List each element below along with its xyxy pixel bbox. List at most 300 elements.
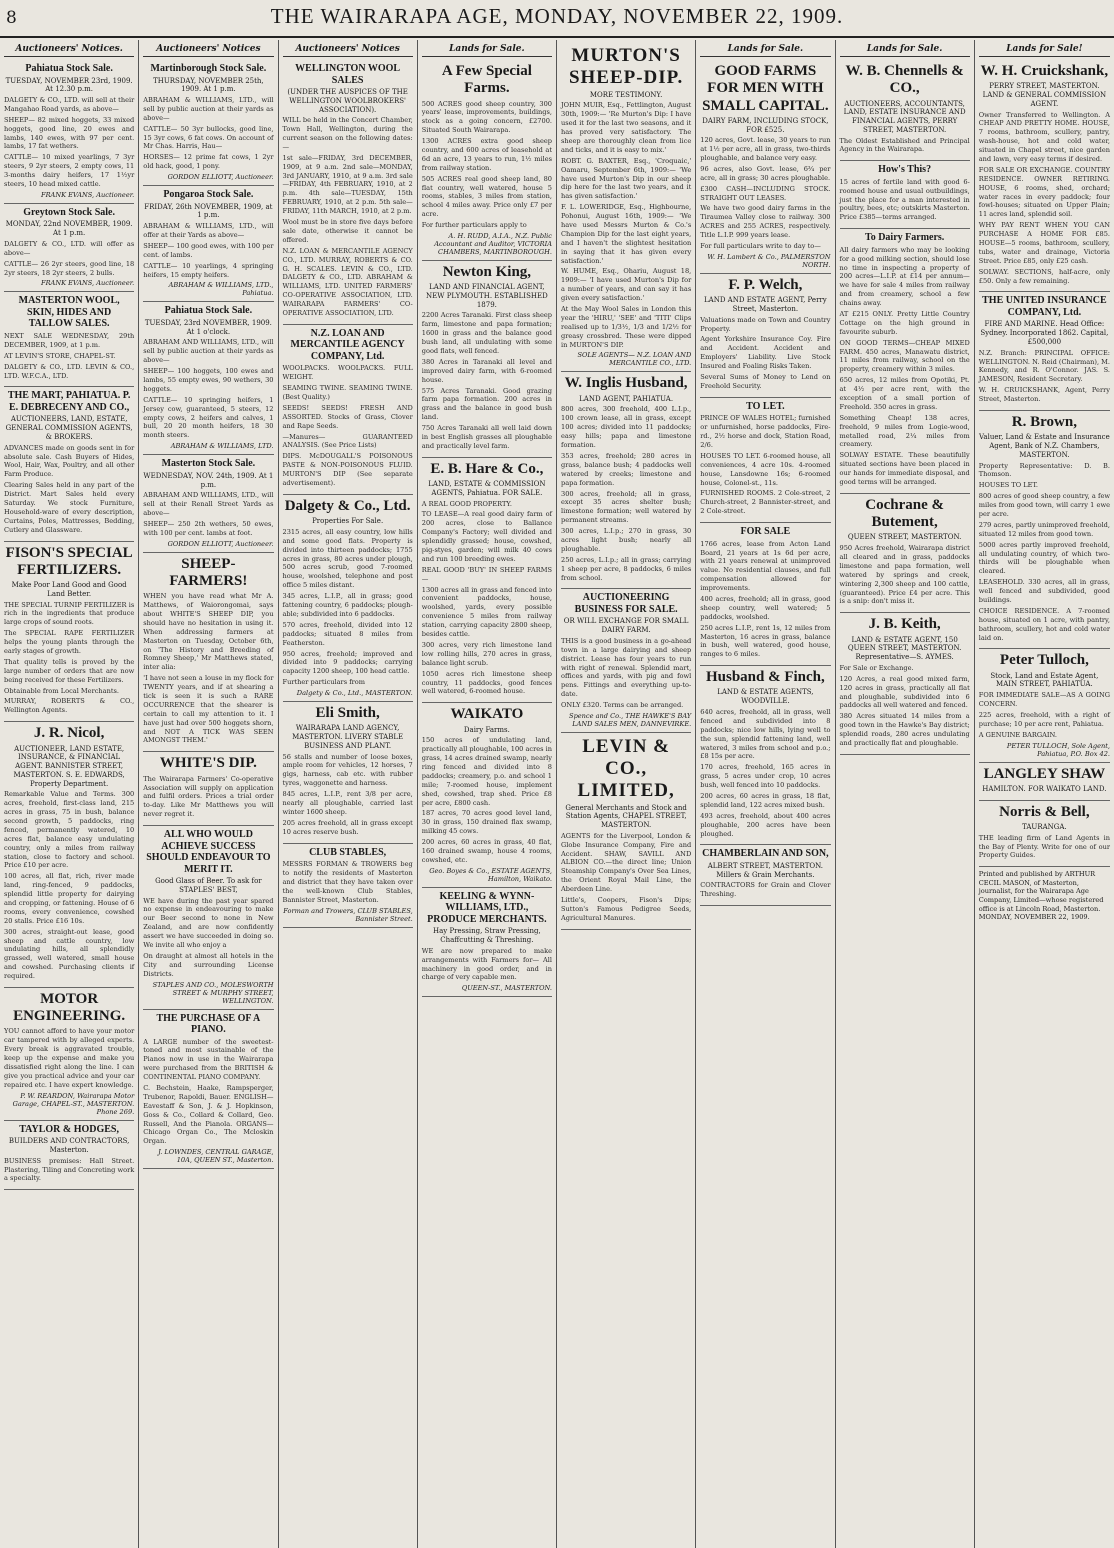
ad-title: Pahiatua Stock Sale.	[164, 305, 253, 317]
ad-subtitle: (UNDER THE AUSPICES OF THE WELLINGTON WOOLBROKERS' ASSOCIATION).	[287, 88, 408, 114]
advertisement	[143, 302, 273, 455]
ad-body	[561, 637, 691, 710]
ad-paragraph: MESSRS FORMAN & TROWERS beg to notify the residents of Masterton and district that they have taken over the well-known Club Stables, Bannister Street, Masterton.	[282, 860, 413, 904]
ad-title: J. R. Nicol,	[33, 725, 105, 742]
masthead	[0, 0, 1114, 38]
ad-paragraph: The SPECIAL RAPE FERTILIZER helps the young plants through the early stages of growth.	[4, 629, 135, 656]
ad-paragraph: CATTLE— 10 springing heifers, 1 Jersey cow, guaranteed, 5 steers, 12 empty cows, 2 heifers and calves, 1 bull, 20 20 month heifers, 18 30 month steers.	[143, 395, 274, 440]
ad-body	[979, 691, 1110, 739]
ad-paragraph: —Manures— GUARANTEED ANALYSIS. (See Price Lists)	[282, 432, 413, 450]
ad-title: Masterton Stock Sale.	[161, 458, 256, 470]
ad-paragraph: 15 acres of fertile land with good 6-roomed house and usual outbuildings, just the place for a man interested in poultry, bees, etc; outskirts Masterton. Price £385—terms arranged.	[839, 177, 970, 222]
ad-body	[4, 601, 134, 716]
ad-title: Pahiatua Stock Sale.	[25, 63, 113, 74]
ad-title: WHITE'S DIP.	[159, 755, 257, 772]
ad-title: To Dairy Farmers.	[864, 232, 945, 244]
ad-paragraph: 845 acres, L.I.P., rent 3/8 per acre, nearly all ploughable, carried last winter 1600 sheep.	[282, 790, 413, 816]
ad-title: E. B. Hare & Co.,	[430, 460, 544, 477]
advertisement	[143, 553, 273, 753]
ad-subtitle: WAIRARAPA LAND AGENCY, MASTERTON. LIVERY STABLE BUSINESS AND PLANT.	[292, 724, 404, 750]
ad-body	[143, 338, 273, 440]
advertisement	[422, 888, 552, 998]
ad-paragraph: WE are now prepared to make arrangements with Farmers for— All machinery in good order, and in charge of very capable men.	[421, 946, 552, 982]
ad-subtitle: FIRE AND MARINE. Head Office: Sydney. Incorporated 1862. Capital, £500,000	[980, 320, 1109, 346]
ad-paragraph: For further particulars apply to	[421, 221, 527, 230]
ad-paragraph: WHEN you have read what Mr A. Matthews, of Waiorongomai, says about WHITE'S SHEEP DIP, you should have no hesitation in using it. When addressing farmers at Masterton on Tuesday, October 6th, on 'The History and Breeding of Romney Sheep,' Mr Matthews stated, inter alia:	[143, 592, 274, 672]
ad-paragraph: 2315 acres, all easy country, low hills and some good flats. Property is divided into thirteen paddocks; 1755 acres in grass, 80 acres under plough, 500 acres scrub, good 7-roomed house, woolshed, telephone and post office 5 miles distant.	[282, 527, 413, 590]
ad-title: LANGLEY SHAW	[983, 765, 1106, 782]
ad-body	[4, 240, 134, 278]
ad-paragraph: 'I have not seen a louse in my flock for TWENTY years, and if at shearing a tick is seen it is such a RARE OCCURRENCE that the shearer is certain to call my attention to it. I have just had over 500 hoggets shorn, and NOT A TICK WAS SEEN AMONGST THEM.'	[143, 674, 274, 745]
ad-body	[840, 137, 970, 155]
column-heading: Auctioneers' Notices	[143, 42, 273, 57]
advertisement	[700, 523, 830, 666]
ad-body	[979, 349, 1110, 404]
ad-title: W. Inglis Husband,	[564, 375, 688, 392]
ad-paragraph: SEAMING TWINE. SEAMING TWINE. (Best Quality.)	[282, 384, 413, 402]
ad-paragraph: For Sale or Exchange.	[839, 663, 914, 672]
advertisement	[4, 722, 134, 988]
column-heading: Auctioneers' Notices.	[4, 42, 134, 57]
ad-paragraph: WHY PAY RENT WHEN YOU CAN PURCHASE A HOME FOR £85. HOUSE—5 rooms, bathroom, scullery, tubs, water and drainage, Victoria Street. Price £85, only £25 cash.	[978, 221, 1110, 265]
ad-paragraph: 1st sale—FRIDAY, 3rd DECEMBER, 1909, at 9 a.m. 2nd sale—MONDAY, 3rd JANUARY, 1910, at 9 a.m. 3rd sale—FRIDAY, 4th FEBRUARY, 1910, at 2 p.m. 4th sale—TUESDAY, 15th FEBRUARY, 1910, at 2 p.m. 5th sale—FRIDAY, 11th MARCH, 1910, at 2 p.m.	[282, 153, 413, 216]
ad-body	[143, 897, 273, 979]
advertisement	[283, 495, 413, 702]
ad-paragraph: Several Sums of Money to Lend on Freehold Security.	[700, 373, 831, 390]
ad-paragraph: CATTLE— 10 yearlings, 4 springing heifers, 15 empty heifers.	[143, 261, 274, 279]
ad-signature: Forman and Trowers, CLUB STABLES, Bannister Street.	[283, 906, 413, 923]
ad-paragraph: 300 acres, very rich limestone land low rolling hills, 270 acres in grass, balance light scrub.	[421, 640, 552, 667]
ad-body	[561, 101, 691, 349]
ad-title: THE MART, PAHIATUA. P. E. DEBRECENY AND CO.,	[7, 390, 131, 413]
advertisement	[143, 186, 273, 302]
ad-title: MOTOR ENGINEERING.	[13, 990, 126, 1025]
ad-title: MASTERTON WOOL, SKIN, HIDES AND TALLOW SALES.	[18, 295, 120, 330]
ad-body	[283, 364, 413, 488]
ad-paragraph: PRINCE OF WALES HOTEL; furnished or unfurnished, horse paddocks, Fire-rd., 2½ horse and dock, Station Road, 2/6.	[700, 414, 831, 449]
ad-paragraph: A REAL GOOD PROPERTY.	[421, 499, 512, 508]
ad-title: Peter Tulloch,	[999, 652, 1089, 669]
ad-paragraph: Something Cheap! 138 acres, freehold, 9 miles from Logie-wood, metalled road, 2¼ miles from creamery.	[839, 413, 970, 449]
ad-paragraph: 200 acres, 60 acres in grass, 18 flat, splendid land, 122 acres mixed bush.	[700, 791, 831, 809]
ad-title: AUCTIONEERING BUSINESS FOR SALE.	[574, 592, 678, 615]
ad-signature: Geo. Boyes & Co., ESTATE AGENTS, Hamilton, Waikato.	[429, 866, 552, 883]
ad-paragraph: N.Z. LOAN & MERCANTILE AGENCY CO., LTD. MURRAY, ROBERTS & CO. G. H. SCALES. LEVIN & CO., LTD. DALGETY & CO., LTD. ABRAHAM & WILLIAMS, LTD. UNITED FARMERS' CO-OPERATIVE ASSOCIATION, LTD. WAIRARAPA FARMERS' CO-OPERATIVE ASSOCIATION, LTD.	[282, 246, 413, 317]
ad-title: Dalgety & Co., Ltd.	[284, 497, 411, 514]
ad-signature: A. H. RUDD, A.I.A., N.Z. Public Accountant and Auditor, VICTORIA CHAMBERS, MARTINBOROUGH.	[434, 231, 552, 256]
advertisement	[561, 42, 691, 372]
ad-paragraph: ONLY £320. Terms can be arranged.	[561, 701, 684, 710]
advertisement	[700, 398, 830, 523]
ad-paragraph: 300 acres, freehold; all in grass, except 35 acres shelter bush; limestone formation; well watered by permanent streams.	[561, 489, 692, 525]
ad-title: KEELING & WYNN-WILLIAMS, LTD., PRODUCE MERCHANTS.	[427, 890, 547, 925]
ad-paragraph: AT £215 ONLY. Pretty Little Country Cottage on the high ground in favourite suburb.	[839, 309, 970, 336]
advertisement	[4, 60, 134, 204]
ad-body	[422, 500, 552, 697]
ad-paragraph: HOUSES TO LET. 6-roomed house, all conveniences, 4 acre 10s. 4-roomed house, Lansdowne 16s; 6-roomed house, Colonel-st., 11s.	[700, 451, 831, 487]
ad-subtitle: MONDAY, 22nd NOVEMBER, 1909. At 1 p.m.	[5, 220, 133, 238]
ad-signature: GORDON ELLIOTT, Auctioneer.	[167, 539, 274, 548]
advertisement	[4, 387, 134, 541]
ad-paragraph: CATTLE— 10 mixed yearlings, 7 3yr steers, 9 2yr steers, 2 empty cows, 11 3-months dairy heifers, 17 1½yr steers, 10 head mixed cattle.	[4, 153, 135, 189]
ad-paragraph: 570 acres, freehold, divided into 12 paddocks; situated 8 miles from Featherston.	[282, 620, 413, 647]
ad-paragraph: 1300 ACRES extra good sheep country, and 600 acres of leasehold at 6d an acre, 13 years to run, 1½ miles from railway station.	[421, 137, 552, 172]
ad-body	[700, 414, 830, 516]
column-heading: Lands for Sale.	[700, 42, 830, 57]
advertisement	[979, 763, 1110, 801]
ad-paragraph: SOLWAY ESTATE. These beautifully situated sections have been placed in our hands for immediate disposal, and good terms will be arranged.	[839, 451, 970, 486]
ad-body	[700, 708, 830, 838]
ad-title: CHAMBERLAIN AND SON,	[702, 848, 829, 860]
ad-paragraph: Property Representative: D. B. Thomson.	[978, 461, 1110, 479]
ad-paragraph: 2200 Acres Taranaki. First class sheep farm, limestone and papa formation; 1600 in grass and the balance good bush land, all undulating with some good flats, well fenced.	[421, 311, 552, 356]
ad-paragraph: THE leading firm of Land Agents in the Bay of Plenty. Write for one of our Property Guides.	[978, 833, 1110, 860]
ad-paragraph: Owner Transferred to Wellington. A CHEAP AND PRETTY HOME. HOUSE, 7 rooms, bathroom, scullery, pantry, wash-house, hot and cold water, situated in Chapel street, nice garden and lawn, very easy terms if desired.	[978, 110, 1110, 163]
ad-paragraph: DALGETY & CO., LTD. will offer as above—	[4, 239, 135, 257]
column-heading: Lands for Sale.	[840, 42, 970, 57]
ad-body	[422, 311, 552, 450]
ad-title: Husband & Finch,	[705, 669, 825, 686]
ad-title: FISON'S SPECIAL FERTILIZERS.	[5, 544, 133, 578]
ad-paragraph: 380 Acres in Taranaki all level and improved dairy farm, with 6-roomed house.	[421, 357, 552, 384]
ad-paragraph: C. Bechstein, Haake, Rampsperger, Trubenor, Rapoldi, Bauer. ENGLISH— Eavestaff & Son, J. & J. Hopkinson, Goss & Co., Collard & Collard, Geo. Russell, And the Pianola. ORGANS— Chicago Organ Co., The Mcloskin Organ.	[143, 1084, 274, 1146]
ad-paragraph: WILL be held in the Concert Chamber, Town Hall, Wellington, during the current season on the following dates:—	[282, 116, 413, 151]
ad-paragraph: At the May Wool Sales in London this year the 'HIRU,' 'SEE' and 'TITI' Clips realised up to 1/3½, 1/3 and 1/2½ for greasy crossbred. These were dipped in MURTON'S DIP.	[561, 305, 692, 349]
ad-title: FOR SALE	[740, 526, 791, 538]
advertisement	[4, 542, 134, 723]
advertisement	[143, 455, 273, 552]
ad-body	[422, 100, 552, 230]
ad-paragraph: Remarkable Value and Terms. 300 acres, freehold, first-class land, 215 acres in grass, 75 in bush, balance second growth, 5 paddocks, ring fenced, permanently watered, 10 acres flat, balance easy undulating country, only a miles from railway station, close to factory and school. Price £10 per acre.	[4, 790, 135, 870]
ad-paragraph: CATTLE— 50 3yr bullocks, good line, 15 3yr cows, 6 fat cows. On account of Mr Chas. Harris, Hau—	[143, 124, 274, 151]
ad-subtitle: THURSDAY, NOVEMBER 25th, 1909. At 1 p.m.	[153, 76, 264, 94]
advertisement	[143, 1010, 273, 1170]
ad-paragraph: W. HUME, Esq., Ohariu, August 18, 1909:— 'I have used Murton's Dip for a number of years, and can say it has given every satisfaction.'	[561, 267, 692, 303]
ad-title: W. B. Chennells & CO.,	[845, 63, 964, 97]
ad-paragraph: Wool must be in store five days before sale date, otherwise it cannot be offered.	[282, 218, 413, 244]
ad-subtitle: General Merchants and Stock and Station Agents, CHAPEL STREET, MASTERTON.	[565, 803, 687, 830]
ad-title: W. H. Cruickshank,	[980, 63, 1109, 79]
ad-body	[4, 332, 134, 380]
ad-paragraph: YOU cannot afford to have your motor car tampered with by alleged experts. Every break is aggravated trouble, keep up the expense and make you dissatisfied right along the line. I can give you practical advice and your car repaired etc. I have expert knowledge.	[4, 1027, 135, 1089]
ad-paragraph: THE SPECIAL TURNIP FERTILIZER is rich in the ingredients that produce large crops of sound roots.	[4, 600, 135, 627]
ad-paragraph: SHEEP— 100 good ewes, with 100 per cent. of lambs.	[143, 241, 274, 259]
ad-paragraph: TO LEASE—A real good dairy farm of 200 acres, close to Ballance Company's Factory; well divided and splendidly grassed; house, cowshed, pig-styes, garden; will milk 40 cows and run 100 breeding ewes.	[421, 510, 552, 563]
ad-paragraph: THIS is a good business in a go-ahead town in a large dairying and sheep district. Lease has four years to run with right of renewal. Splendid mart, offices and yards, with pig and fowl pens. Fittings and everything up-to-date.	[561, 636, 692, 699]
ad-signature: FRANK EVANS, Auctioneer.	[41, 190, 135, 199]
advertisement	[422, 458, 552, 703]
ad-body	[4, 96, 134, 189]
ad-paragraph: JOHN MUIR, Esq., Fettlington, August 30th, 1909:— 'Re Murton's Dip: I have used it for the last two seasons, and it has proved very satisfactory. The sheep are thoroughly clean from lice and ticks, and it is easy to mix.'	[561, 101, 692, 154]
ad-body	[4, 444, 134, 535]
ad-subtitle: TUESDAY, 23rd NOVEMBER, 1909. At 1 o'clock.	[144, 318, 272, 336]
ad-subtitle: Stock, Land and Estate Agent, MAIN STREET, PAHIATUA.	[990, 671, 1099, 689]
ad-body	[283, 860, 413, 904]
advertisement	[283, 325, 413, 495]
ad-title: THE PURCHASE OF A PIANO.	[156, 1012, 261, 1036]
ad-body	[979, 111, 1110, 286]
ad-paragraph: All dairy farmers who may be looking for a good milking section, should lose no time in inspecting a property of 200 acres—L.I.P. at £14 per annum—we have for sale 4 miles from railway and from creamery, school a few chains away.	[839, 245, 970, 308]
advertisement	[4, 292, 134, 387]
ad-paragraph: DALGETY & CO., LTD. LEVIN & CO., LTD. W.F.C.A., LTD.	[4, 362, 135, 380]
ad-body	[143, 1038, 273, 1147]
ad-signature: SOLE AGENTS— N.Z. LOAN AND MERCANTILE CO., LTD.	[577, 351, 692, 368]
ad-body	[700, 316, 830, 391]
ad-body	[143, 592, 273, 745]
ad-paragraph: That quality tells is proved by the large number of orders that are now being received for these Fertilizers.	[4, 657, 135, 684]
ad-signature: P. W. REARDON, Wairarapa Motor Garage, CHAPEL-ST., MASTERTON. Phone 269.	[12, 1091, 135, 1116]
ad-subtitle: Good Glass of Beer. To ask for STAPLES' BEST,	[155, 877, 262, 894]
ad-title: J. B. Keith,	[868, 616, 941, 633]
ad-body	[700, 540, 830, 660]
ad-subtitle: DAIRY FARM, INCLUDING STOCK, FOR £525.	[702, 116, 829, 134]
ad-paragraph: For full particulars write to day to—	[700, 242, 821, 251]
ad-paragraph: AT LEVIN'S STORE, CHAPEL-ST.	[4, 351, 116, 360]
ad-paragraph: FOR SALE OR EXCHANGE. COUNTRY RESIDENCE. OWNER RETIRING. HOUSE, 6 rooms, shed, orchard; water races in every paddock; four fowl-houses; situated on Upper Plain; 11 acres land, splendid soil.	[978, 165, 1110, 219]
ad-paragraph: SHEEP— 82 mixed hoggets, 33 mixed hoggets, good line, 20 ewes and lambs, 140 ewes, with 97 per cent. lambs, 17 fat wethers.	[4, 115, 135, 151]
ad-title: Martinborough Stock Sale.	[150, 63, 267, 74]
ad-subtitle: HAMILTON. FOR WAIKATO LAND.	[982, 784, 1107, 793]
ad-paragraph: On draught at almost all hotels in the City and surrounding License Districts.	[143, 951, 274, 978]
ad-paragraph: 56 stalls and number of loose boxes, ample room for vehicles, 12 horses, 7 gigs, harness, cab etc. with rubber tyres, waggonette and harness.	[282, 752, 413, 788]
ad-title: F. P. Welch,	[728, 276, 803, 293]
column-heading: Lands for Sale.	[422, 42, 552, 57]
ad-paragraph: 400 acres, freehold; all in grass, good sheep country, well watered; 5 paddocks, woolshed.	[700, 594, 831, 621]
ad-body	[283, 528, 413, 687]
ad-paragraph: N.Z. Branch: PRINCIPAL OFFICE: WELLINGTON. N. Reid (Chairman), M. Kennedy, and R. O'Connor. JAS. S. JAMESON, Resident Secretary.	[978, 348, 1111, 384]
ad-title: Norris & Bell,	[999, 803, 1090, 820]
ad-signature: ABRAHAM & WILLIAMS, LTD.	[170, 442, 274, 451]
column-3	[279, 40, 418, 1548]
ad-paragraph: HOUSES TO LET.	[978, 481, 1039, 490]
advertisement	[4, 1121, 134, 1191]
ad-title: WAIKATO	[450, 706, 524, 723]
ad-body	[143, 491, 273, 537]
ad-body	[700, 136, 830, 251]
ad-subtitle: WEDNESDAY, NOV. 24th, 1909. At 1 p.m.	[143, 471, 274, 489]
ad-paragraph: W. H. CRUICKSHANK, Agent, Perry Street, Masterton.	[978, 386, 1110, 404]
ad-paragraph: 300 acres, straight-out lease, good sheep and cattle country, low undulating hills, all splendidly grassed, well watered, small house and cowshed. Purchasing clients if required.	[4, 927, 135, 981]
ad-paragraph: Agent Yorkshire Insurance Coy. Fire and Accident. Accident and Employers' Liability. Live Stock Insured and Foaling Risks Taken.	[700, 335, 831, 371]
ad-subtitle: AUCTIONEER, LAND ESTATE, INSURANCE, & FINANCIAL AGENT. BANNISTER STREET, MASTERTON. S. E. EDWARDS, Property Department.	[13, 744, 125, 788]
ad-subtitle: LAND AGENT, PAHIATUA.	[579, 394, 674, 403]
ad-paragraph: A GENUINE BARGAIN.	[978, 730, 1057, 739]
advertisement	[561, 372, 691, 589]
advertisement	[979, 649, 1110, 762]
ad-title: LEVIN & CO., LIMITED,	[577, 736, 675, 801]
ad-paragraph: 96 acres, also Govt. lease, 6¾ per acre, all in grass; 30 acres ploughable.	[700, 164, 831, 182]
ad-paragraph: AGENTS for the Liverpool, London & Globe Insurance Company, Fire and Accident. SHAW, SAVILL AND ALBION CO.—the direct line; Union Steamship Company's Over Sea Lines, the Orient Royal Mail Line, the Aberdeen Line.	[561, 831, 692, 894]
ad-paragraph: 345 acres, L.I.P., all in grass; good fattening country, 6 paddocks; plough-able; subdivided into 6 paddocks.	[282, 592, 413, 618]
ad-subtitle: Valuer, Land & Estate and Insurance Agent, Bank of N.Z. Chambers, MASTERTON.	[979, 433, 1110, 459]
column-heading: Lands for Sale!	[979, 42, 1110, 57]
ad-paragraph: 800 acres of good sheep country, a few miles from good town, will carry 1 ewe per acre.	[978, 492, 1110, 518]
ad-body	[561, 832, 691, 923]
advertisement	[840, 229, 970, 494]
ad-title: WELLINGTON WOOL SALES	[295, 63, 401, 86]
advertisement	[979, 801, 1110, 868]
ad-title: ALL WHO WOULD ACHIEVE SUCCESS SHOULD ENDEAVOUR TO MERIT IT.	[146, 829, 271, 875]
ad-paragraph: 279 acres, partly unimproved freehold, situated 12 miles from good town.	[978, 520, 1110, 538]
ad-signature: W. H. Lambert & Co., PALMERSTON NORTH.	[707, 252, 831, 269]
advertisement	[979, 60, 1110, 292]
advertisement	[143, 752, 273, 826]
advertisement	[283, 844, 413, 928]
ad-signature: GORDON ELLIOTT, Auctioneer.	[167, 173, 274, 182]
ad-body	[840, 544, 970, 606]
advertisement	[143, 826, 273, 1010]
ad-paragraph: 250 acres, L.I.p.; all in grass; carrying 1 sheep per acre, 8 paddocks, 6 miles from school.	[561, 555, 692, 582]
ad-paragraph: 750 Acres Taranaki all well laid down in best English grasses all ploughable and practically level farm.	[421, 424, 552, 450]
page-number: 8	[6, 8, 17, 28]
ad-paragraph: 493 acres, freehold, about 400 acres ploughable, 200 acres have been ploughed.	[700, 811, 831, 838]
ad-paragraph: Clearing Sales held in any part of the District. Mart Sales held every Saturday. We stock Furniture, Household-ware of every description, Curtains, Poles, Mattresses, Bedding, Cutlery and Glassware.	[4, 481, 135, 534]
advertisement	[840, 494, 970, 613]
ad-body	[840, 178, 970, 222]
ad-paragraph: 300 acres, L.I.p.; 270 in grass, 30 acres light bush; nearly all ploughable.	[561, 527, 692, 553]
ad-paragraph: LEASEHOLD. 330 acres, all in grass, well fenced and subdivided, good buildings.	[978, 578, 1110, 604]
ad-subtitle: TUESDAY, NOVEMBER 23rd, 1909. At 12.30 p.m.	[5, 76, 133, 94]
advertisement	[283, 60, 413, 325]
ad-body	[422, 736, 552, 864]
ad-title: Greytown Stock Sale.	[23, 206, 115, 218]
ad-signature: STAPLES AND CO., MOLESWORTH STREET & MURPHY STREET, WELLINGTON.	[152, 980, 274, 1005]
ad-paragraph: SHEEP— 250 2th wethers, 50 ewes, with 100 per cent. lambs at foot.	[143, 519, 274, 537]
advertisement	[422, 703, 552, 887]
advertisement	[979, 411, 1110, 649]
ad-paragraph: 5000 acres partly improved freehold, all undulating country, of which two-thirds will be ploughable when cleared.	[978, 540, 1110, 576]
ad-paragraph: 1050 acres rich limestone sheep country, 11 paddocks, good fences well watered, 6-roomed house.	[421, 669, 552, 696]
advertisement	[422, 60, 552, 261]
ad-body	[979, 462, 1110, 643]
advertisement	[979, 292, 1110, 411]
ad-paragraph: 1300 acres all in grass and fenced into convenient paddocks, house, woolshed, yards, every possible convenience 5 miles from railway station, carrying capacity 2800 sheep, besides cattle.	[421, 585, 552, 639]
ad-body	[561, 405, 691, 582]
ad-paragraph: 650 acres, 12 miles from Opotiki, Pt. at 4½ per acre rent, with the exception of a small portion of Freehold. 350 acres in grass.	[839, 376, 970, 411]
ad-title: A Few Special Farms.	[441, 63, 532, 97]
ad-paragraph: 120 acres, Govt. lease, 30 years to run at 1½ per acre, all in grass, two-thirds ploughable, and balance very easy.	[700, 136, 831, 163]
ad-paragraph: CHOICE RESIDENCE. A 7-roomed house, situated on 1 acre, with pantry, bathroom, scullery, hot and cold water laid on.	[978, 606, 1110, 642]
ad-subtitle: TAURANGA.	[1022, 822, 1067, 831]
ad-signature: PETER TULLOCH, Sole Agent, Pahiatua, P.O. Box 42.	[1006, 741, 1110, 758]
ad-paragraph: DALGETY & CO., LTD. will sell at their Mangahao Road yards, as above—	[4, 96, 135, 113]
ad-paragraph: 150 acres of undulating land, practically all ploughable, 100 acres in grass, 14 acres drained swamp, nearly ring fenced and divided into 8 paddocks; creamery, p.o. and school 1 mile; 7-roomed house, implement shed, cowshed, trap shed. Price £8 per acre, £800 cash.	[421, 736, 552, 807]
ad-paragraph: 353 acres, freehold; 280 acres in grass, balance bush; 4 paddocks well watered by creeks; limestone and papa formation.	[561, 451, 692, 487]
ad-paragraph: ON GOOD TERMS—CHEAP MIXED FARM. 450 acres, Manawatu district, 11 miles from railway, school on the property, creamery within 3 miles.	[839, 338, 970, 374]
ad-title: MURTON'S SHEEP-DIP.	[568, 45, 684, 88]
newspaper-columns	[0, 40, 1114, 1548]
ad-title: Eli Smith,	[315, 705, 380, 722]
column-8	[975, 40, 1114, 1548]
ad-title: Newton King,	[442, 263, 532, 280]
advertisement	[4, 204, 134, 293]
column-1	[0, 40, 139, 1548]
ad-title: N.Z. LOAN AND MERCANTILE AGENCY COMPANY, Ltd.	[290, 327, 405, 362]
ad-body	[840, 664, 970, 748]
ad-paragraph: DIPS. McDOUGALL'S POISONOUS PASTE & NON-POISONOUS FLUID. MURTON'S DIP (See separate advertisement).	[282, 452, 413, 488]
ad-title: THE UNITED INSURANCE COMPANY, Ltd.	[982, 295, 1107, 318]
ad-body	[143, 775, 273, 819]
ad-title: Cochrane & Butement,	[865, 496, 944, 531]
advertisement	[700, 666, 830, 845]
ad-paragraph: ROBT. G. BAXTER, Esq., 'Croquaic,' Oamaru, September 6th, 1909:— 'We have used Murton's Dip in our sheep dip here for the last two years, and it has given satisfaction.'	[561, 156, 692, 201]
ad-body	[979, 834, 1110, 861]
ad-paragraph: Valuations made on Town and Country Property.	[700, 315, 831, 333]
advertisement	[561, 733, 691, 930]
ad-subtitle: Hay Pressing, Straw Pressing, Chaffcutting & Threshing.	[433, 927, 541, 944]
column-2	[139, 40, 278, 1548]
ad-subtitle: MORE TESTIMONY.	[589, 90, 663, 99]
ad-title: TO LET.	[746, 400, 785, 412]
ad-paragraph: The Wairarapa Farmers' Co-operative Association will supply on application and fulfil orders. Prices a trial order to-day. Like Mr Matthews you will never regret it.	[143, 774, 274, 819]
ad-paragraph: ABRAHAM & WILLIAMS, LTD., will sell by public auction at their yards as above—	[143, 96, 274, 122]
ad-paragraph: 100 acres, all flat, rich, river made land, ring-fenced, 9 paddocks, splendid little property for dairying and cropping, or fattening. House of 6 rooms, every convenience, cowshed 20 stalls. Price £16 10s.	[4, 872, 135, 925]
ad-title: CLUB STABLES,	[309, 846, 387, 858]
ad-paragraph: SHEEP— 100 hoggets, 100 ewes and lambs, 55 empty ewes, 90 wethers, 30 hoggets.	[143, 367, 274, 393]
column-7	[836, 40, 975, 1548]
ad-body	[283, 116, 413, 318]
ad-paragraph: Little's, Coopers, Fison's Dips; Sutton's Famous Pedigree Seeds, Agricultural Manures.	[561, 896, 692, 922]
ad-paragraph: CONTRACTORS for Grain and Clover Threshing.	[700, 881, 831, 899]
ad-subtitle: LAND, ESTATE & COMMISSION AGENTS, Pahiatua. FOR SALE.	[428, 480, 546, 497]
ad-title: R. Brown,	[1011, 414, 1077, 431]
ad-paragraph: 200 acres, 60 acres in grass, 40 flat, 160 drained swamp, house 4 rooms, cowshed, etc.	[421, 838, 552, 864]
ad-paragraph: FOR IMMEDIATE SALE—AS A GOING CONCERN.	[978, 691, 1110, 709]
advertisement	[840, 613, 970, 755]
ad-paragraph: FURNISHED ROOMS. 2 Cole-street, 2 Church-street, 2 Bannister-street, and 2 Cole-street.	[700, 489, 831, 516]
ad-subtitle: OR WILL EXCHANGE FOR SMALL DAIRY FARM.	[563, 617, 689, 635]
ad-paragraph: The Oldest Established and Principal Agency in the Wairarapa.	[839, 136, 970, 154]
ad-subtitle: Make Poor Land Good and Good Land Better.	[11, 581, 127, 598]
ad-paragraph: 800 acres, 300 freehold, 400 L.I.p., 100 crown lease, all in grass, except 100 acres; divided into 11 paddocks; easy hills; papa and limestone formation.	[561, 405, 692, 450]
ad-paragraph: Obtainable from Local Merchants.	[4, 686, 119, 695]
ad-paragraph: ABRAHAM & WILLIAMS, LTD., will offer at their Yards as above—	[143, 222, 274, 240]
advertisement	[4, 988, 134, 1121]
ad-paragraph: ABRAHAM AND WILLIAMS, LTD., will sell at their Renall Street Yards as above—	[143, 491, 274, 518]
ad-body	[143, 222, 273, 279]
advertisement	[840, 161, 970, 229]
ad-body	[840, 246, 970, 487]
ad-paragraph: SEEDS! SEEDS! FRESH AND ASSORTED. Stocks of Grass, Clover and Rape Seeds.	[282, 403, 413, 430]
ad-paragraph: 225 acres, freehold, with a right of purchase; 10 per acre rent, Pahiatua.	[978, 710, 1110, 728]
ad-paragraph: 575 Acres Taranaki. Good grazing farm papa formation. 200 acres in grass and the balance in good bush land.	[421, 386, 552, 422]
ad-subtitle: AUCTIONEERS, LAND, ESTATE, GENERAL COMMISSION AGENTS, & BROKERS.	[5, 415, 133, 441]
ad-body	[700, 881, 830, 899]
ad-subtitle: LAND & ESTATE AGENT, 150 QUEEN STREET, MASTERTON. Representative—S. AYMES.	[847, 635, 962, 662]
ad-paragraph: We have two good dairy farms in the Tiraumea Valley close to railway. 300 ACRES and 255 ACRES, respectively. Title L.I.P. 999 years lease.	[700, 204, 831, 240]
ad-paragraph: 380 Acres situated 14 miles from a good town in the Hawke's Bay district; splendid roads, 280 acres undulating and practically flat and ploughable.	[839, 712, 970, 747]
ad-paragraph: 505 ACRES real good sheep land, 80 flat country, well watered, house 5 rooms, stables, 3 miles from station, school 4 miles away. Price only £7 per acre.	[421, 174, 552, 219]
ad-paragraph: 1766 acres, lease from Acton Land Board, 21 years at 1s 6d per acre, with 21 years renewal at unimproved value. No residential clauses, and full compensation allowed for improvements.	[700, 539, 831, 593]
advertisement	[561, 589, 691, 733]
column-5	[557, 40, 696, 1548]
column-6	[696, 40, 835, 1548]
ad-subtitle: Dairy Farms.	[463, 725, 510, 734]
ad-paragraph: NEXT SALE WEDNESDAY, 29th DECEMBER, 1909, at 1 p.m.	[4, 331, 135, 349]
advertisement	[422, 261, 552, 458]
ad-paragraph: BUSINESS premises: Hall Street. Plastering, Tiling and Concreting work a specialty.	[4, 1156, 135, 1183]
ad-paragraph: 170 acres, freehold, 165 acres in grass, 5 acres under crop, 10 acres bush, well fenced into 10 paddocks.	[700, 763, 831, 790]
ad-paragraph: ABRAHAM AND WILLIAMS, LTD., will sell by public auction at their yards as above—	[143, 338, 274, 365]
advertisement	[700, 845, 830, 906]
ad-subtitle: FRIDAY, 26th NOVEMBER, 1909, at 1 p.m.	[144, 202, 273, 220]
ad-title: Pongaroa Stock Sale.	[163, 189, 254, 201]
ad-subtitle: QUEEN STREET, MASTERTON.	[847, 533, 962, 542]
ad-body	[422, 947, 552, 983]
ad-paragraph: 950 acres, freehold; improved and divided into 9 paddocks; carrying capacity 1200 sheep, 100 head cattle.	[282, 649, 413, 676]
column-heading: Auctioneers' Notices	[283, 42, 413, 57]
ad-paragraph: Further particulars from	[282, 678, 366, 687]
